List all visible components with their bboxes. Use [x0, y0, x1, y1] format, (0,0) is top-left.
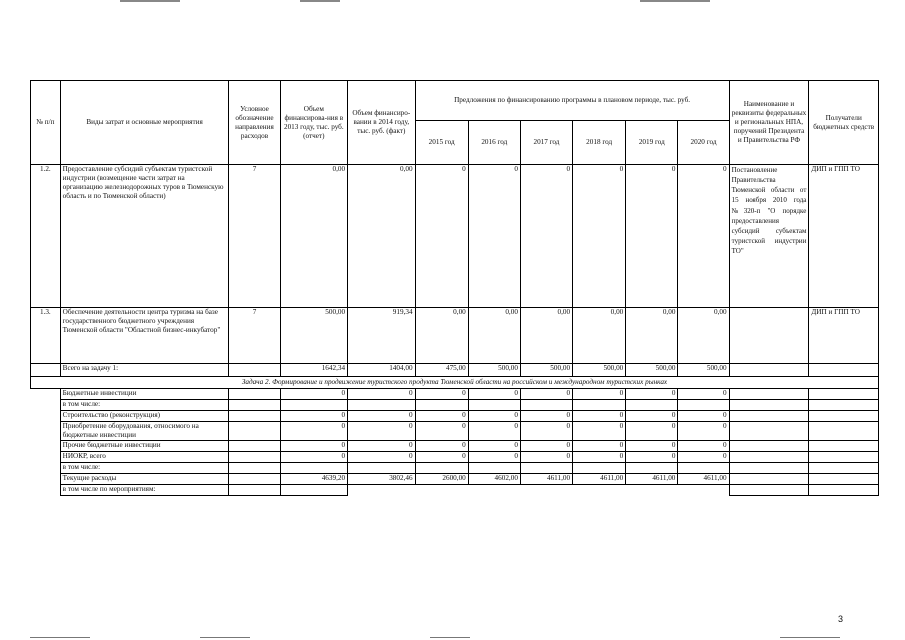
task2-year: 0: [415, 452, 468, 463]
empty-cell: [229, 463, 280, 474]
header-row-1: [31, 81, 879, 121]
task2-year: 0: [678, 441, 729, 452]
task2-2014: 0: [348, 452, 416, 463]
header-2013: Объем финансирова-ния в 2013 году, тыс. руб. (отчет): [280, 81, 348, 165]
task2-row: [31, 463, 879, 474]
task2-year: 0: [626, 422, 678, 441]
task2-2013: 0: [280, 411, 348, 422]
empty-cell: [31, 411, 61, 422]
row-2013: 0,00: [280, 165, 348, 308]
empty-cell: [729, 441, 809, 452]
empty-cell: [229, 422, 280, 441]
header-2014: Объем финансиро-вании в 2014 году, тыс. руб. (факт): [348, 81, 416, 165]
task2-2013: [280, 400, 348, 411]
empty-cell: [31, 485, 61, 496]
empty-cell: [31, 422, 61, 441]
page-number: 3: [838, 614, 844, 624]
row-year: 0: [468, 165, 520, 308]
row-year: 0: [415, 165, 468, 308]
total-2014: 1404,00: [348, 364, 416, 377]
empty-cell: [729, 411, 809, 422]
empty-cell: [809, 400, 879, 411]
task2-year: 0: [415, 441, 468, 452]
task2-row: [31, 485, 879, 496]
empty-cell: [809, 452, 879, 463]
row-npa: Постановление Правительства Тюменской области от 15 ноября 2010 года №320-п "О порядке предоставления субсидий субъектам туристской индустрии ТО": [729, 165, 809, 308]
empty-cell: [31, 452, 61, 463]
task2-year: 0: [678, 389, 729, 400]
row-year: 0: [573, 165, 626, 308]
task2-year: [520, 463, 572, 474]
task2-label: Строительство (реконструкция): [60, 411, 229, 422]
empty-cell: [678, 485, 729, 496]
total-year: 500,00: [573, 364, 626, 377]
empty-cell: [809, 422, 879, 441]
task2-label: в том числе:: [60, 463, 229, 474]
empty-cell: [31, 474, 61, 485]
empty-cell: [348, 485, 416, 496]
task2-2013: [280, 463, 348, 474]
task2-year: [678, 400, 729, 411]
empty-cell: [31, 364, 61, 377]
empty-cell: [729, 422, 809, 441]
header-year: 2020 год: [678, 121, 729, 165]
task2-2014: [348, 400, 416, 411]
task2-year: 0: [520, 452, 572, 463]
task2-year: [468, 463, 520, 474]
empty-cell: [229, 400, 280, 411]
total-year: 475,00: [415, 364, 468, 377]
task2-year: 0: [468, 389, 520, 400]
header-year: 2018 год: [573, 121, 626, 165]
task2-year: 0: [626, 452, 678, 463]
task2-year: [678, 463, 729, 474]
task2-year: 0: [468, 441, 520, 452]
total-label: Всего на задачу 1:: [60, 364, 229, 377]
empty-cell: [468, 485, 520, 496]
task2-2013: 0: [280, 452, 348, 463]
task2-row: [31, 389, 879, 400]
scan-edge-top: [0, 0, 905, 4]
task2-2013: 0: [280, 389, 348, 400]
task2-2013: 4639,20: [280, 474, 348, 485]
row-year: 0,00: [468, 308, 520, 364]
row-year: 0,00: [415, 308, 468, 364]
task2-row: [31, 400, 879, 411]
empty-cell: [31, 441, 61, 452]
row-year: 0: [626, 165, 678, 308]
task2-year: 0: [573, 389, 626, 400]
task2-year: 2600,00: [415, 474, 468, 485]
empty-cell: [729, 485, 809, 496]
task2-title: Задача 2. Формирование и продвижение туристского продукта Тюменской области на российском и международном туристских рынках: [31, 377, 879, 389]
task2-year: 0: [468, 422, 520, 441]
budget-table: [30, 80, 879, 496]
header-year: 2017 год: [520, 121, 572, 165]
task2-year: 0: [573, 441, 626, 452]
scan-edge-bottom: [0, 634, 905, 640]
task2-2014: [348, 463, 416, 474]
empty-cell: [809, 485, 879, 496]
task2-row: [31, 411, 879, 422]
task2-label: в том числе:: [60, 400, 229, 411]
task2-label: Бюджетные инвестиции: [60, 389, 229, 400]
empty-cell: [229, 485, 280, 496]
task2-year: 0: [415, 422, 468, 441]
task2-year: 0: [678, 452, 729, 463]
task2-label: Приобретение оборудования, относимого на бюджетные инвестиции: [60, 422, 229, 441]
task2-year: 4611,00: [678, 474, 729, 485]
task2-year: [573, 463, 626, 474]
task2-year: 0: [520, 422, 572, 441]
task2-year: [415, 463, 468, 474]
header-year: 2016 год: [468, 121, 520, 165]
task2-label: в том числе по мероприятиям:: [60, 485, 229, 496]
total-2013: 1642,34: [280, 364, 348, 377]
empty-cell: [729, 389, 809, 400]
empty-cell: [729, 452, 809, 463]
task2-year: 0: [415, 389, 468, 400]
task2-year: 0: [520, 441, 572, 452]
task2-year: 0: [573, 452, 626, 463]
empty-cell: [729, 474, 809, 485]
row-code: 7: [229, 308, 280, 364]
empty-cell: [729, 463, 809, 474]
empty-cell: [729, 400, 809, 411]
row-2014: 0,00: [348, 165, 416, 308]
task2-label: Текущие расходы: [60, 474, 229, 485]
task2-2013: 0: [280, 441, 348, 452]
table-row-1-3: [31, 308, 879, 364]
row-year: 0,00: [678, 308, 729, 364]
task2-year: 0: [468, 411, 520, 422]
header-year: 2015 год: [415, 121, 468, 165]
row-year: 0,00: [573, 308, 626, 364]
task2-year: [415, 400, 468, 411]
task2-year: 0: [573, 411, 626, 422]
task2-row: [31, 474, 879, 485]
task2-2013: [280, 485, 348, 496]
total-year: 500,00: [468, 364, 520, 377]
row-recipient: ДИП и ГПП ТО: [809, 165, 879, 308]
row-2013: 500,00: [280, 308, 348, 364]
empty-cell: [229, 452, 280, 463]
empty-cell: [573, 485, 626, 496]
row-npa: [729, 308, 809, 364]
row-year: 0,00: [520, 308, 572, 364]
header-plan: Предложения по финансированию программы в плановом периоде, тыс. руб.: [415, 81, 729, 121]
task2-year: [520, 400, 572, 411]
task2-year: [468, 400, 520, 411]
task2-2014: 0: [348, 422, 416, 441]
task2-year: [573, 400, 626, 411]
empty-cell: [626, 485, 678, 496]
row-year: 0,00: [626, 308, 678, 364]
task2-year: 0: [468, 452, 520, 463]
row-2014: 919,34: [348, 308, 416, 364]
empty-cell: [229, 364, 280, 377]
table-row-total-task1: [31, 364, 879, 377]
task2-2014: 0: [348, 411, 416, 422]
task2-label: Прочие бюджетные инвестиции: [60, 441, 229, 452]
empty-cell: [31, 400, 61, 411]
task2-2014: 0: [348, 441, 416, 452]
task2-2014: 0: [348, 389, 416, 400]
empty-cell: [229, 389, 280, 400]
row-year: 0: [520, 165, 572, 308]
task2-row: [31, 422, 879, 441]
row-code: 7: [229, 165, 280, 308]
task2-2013: 0: [280, 422, 348, 441]
row-name: Предоставление субсидий субъектам туристской индустрии (возмещение части затрат на организацию железнодорожных туров в Тюменскую область и по Тюменской области): [60, 165, 229, 308]
header-code: Условное обозначение направления расходов: [229, 81, 280, 165]
table-row-1-2: [31, 165, 879, 308]
header-recipients: Получатели бюджетных средств: [809, 81, 879, 165]
empty-cell: [809, 411, 879, 422]
row-recipient: ДИП и ГПП ТО: [809, 308, 879, 364]
task2-year: [626, 463, 678, 474]
empty-cell: [809, 441, 879, 452]
row-year: 0: [678, 165, 729, 308]
task2-year: 0: [415, 411, 468, 422]
empty-cell: [809, 463, 879, 474]
empty-cell: [229, 474, 280, 485]
row-num: 1.2.: [31, 165, 61, 308]
task2-year: 0: [626, 411, 678, 422]
task2-2014: 3802,46: [348, 474, 416, 485]
task2-year: 4611,00: [520, 474, 572, 485]
empty-cell: [31, 463, 61, 474]
task2-year: 0: [573, 422, 626, 441]
header-npa: Наименование и реквизиты федеральных и региональных НПА, поручений Президента и Правительства РФ: [729, 81, 809, 165]
total-year: 500,00: [626, 364, 678, 377]
empty-cell: [31, 389, 61, 400]
empty-cell: [809, 364, 879, 377]
header-year: 2019 год: [626, 121, 678, 165]
empty-cell: [520, 485, 572, 496]
task2-row: [31, 452, 879, 463]
task2-year: 0: [626, 389, 678, 400]
empty-cell: [729, 364, 809, 377]
task2-label: НИОКР, всего: [60, 452, 229, 463]
task2-year: 4611,00: [573, 474, 626, 485]
empty-cell: [229, 411, 280, 422]
task2-year: 0: [678, 422, 729, 441]
empty-cell: [809, 389, 879, 400]
total-year: 500,00: [520, 364, 572, 377]
task2-year: 0: [626, 441, 678, 452]
total-year: 500,00: [678, 364, 729, 377]
task2-year: 4602,00: [468, 474, 520, 485]
row-num: 1.3.: [31, 308, 61, 364]
task2-row: [31, 441, 879, 452]
task2-year: 0: [520, 411, 572, 422]
header-num: № п/п: [31, 81, 61, 165]
task2-year: [626, 400, 678, 411]
task2-year: 0: [678, 411, 729, 422]
task2-year: 0: [520, 389, 572, 400]
empty-cell: [415, 485, 468, 496]
empty-cell: [809, 474, 879, 485]
task2-title-row: [31, 377, 879, 389]
header-types: Виды затрат и основные мероприятия: [60, 81, 229, 165]
row-name: Обеспечение деятельности центра туризма на базе государственного бюджетного учреждения Тюменской области "Областной бизнес-инкубатор": [60, 308, 229, 364]
empty-cell: [229, 441, 280, 452]
task2-year: 4611,00: [626, 474, 678, 485]
